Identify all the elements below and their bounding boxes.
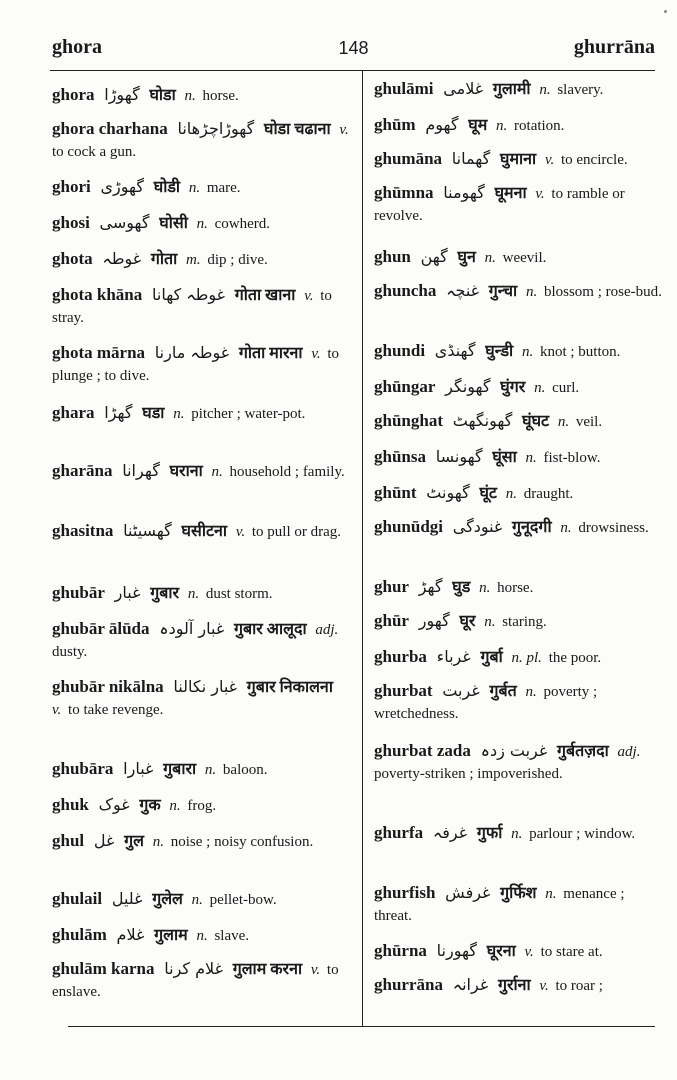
headword: ghūnt	[374, 483, 417, 502]
urdu-term: گھڑا	[104, 403, 133, 422]
headword: ghulām karna	[52, 959, 155, 978]
part-of-speech: n.	[204, 762, 217, 778]
hindi-term: गुर्बत	[489, 683, 517, 700]
part-of-speech: v.	[544, 152, 555, 168]
headword: ghul	[52, 831, 85, 850]
definition: to cock a gun.	[52, 144, 137, 160]
definition: blossom ; rose-bud.	[543, 284, 662, 300]
headword: ghūrna	[374, 941, 427, 960]
part-of-speech: v.	[310, 962, 321, 978]
part-of-speech: n.	[187, 586, 200, 602]
urdu-term: گھن	[420, 247, 448, 266]
hindi-term: घोसी	[159, 215, 188, 232]
definition: veil.	[575, 414, 603, 430]
urdu-term: غبارا	[123, 759, 154, 778]
hindi-term: घूंघट	[522, 413, 550, 430]
definition: to take revenge.	[68, 702, 164, 718]
hindi-term: गुलाम करना	[232, 961, 303, 978]
part-of-speech: v.	[539, 978, 549, 994]
headword: ghulām	[52, 925, 107, 944]
definition: to stray.	[52, 288, 332, 326]
dictionary-entry	[52, 958, 352, 1003]
headword: ghora charhana	[52, 119, 168, 138]
hindi-term: गुर्बतज़दा	[557, 743, 609, 760]
hindi-term: घूम	[468, 117, 488, 134]
headword: ghota	[52, 249, 93, 268]
dictionary-entry	[52, 924, 352, 947]
headword: ghūm	[374, 115, 416, 134]
urdu-term: غوطہ	[102, 249, 142, 268]
part-of-speech: v.	[235, 524, 246, 540]
definition: noise ; noisy confusion.	[170, 834, 314, 850]
dictionary-entry	[52, 582, 352, 605]
definition: poverty-striken ; impoverished.	[374, 766, 563, 782]
part-of-speech: n.	[539, 82, 551, 98]
hindi-term: घराना	[169, 463, 203, 480]
part-of-speech: n.	[545, 886, 557, 902]
part-of-speech: n.	[191, 892, 203, 908]
part-of-speech: v.	[311, 346, 321, 362]
header-rule	[50, 70, 655, 71]
column-divider	[362, 70, 363, 1026]
dictionary-entry	[374, 340, 666, 363]
part-of-speech: n.	[188, 180, 201, 196]
headword: ghara	[52, 403, 95, 422]
headword: ghuncha	[374, 281, 437, 300]
hindi-term: घोडा	[149, 87, 176, 104]
urdu-term: غبار	[114, 583, 141, 602]
dictionary-entry	[52, 888, 352, 911]
part-of-speech: n. pl.	[511, 650, 542, 666]
headword: ghurbat zada	[374, 741, 471, 760]
urdu-term: غلیل	[111, 889, 143, 908]
dictionary-entry	[374, 740, 666, 785]
hindi-term: गुन्चा	[488, 283, 518, 300]
definition: to encircle.	[560, 152, 628, 168]
definition: dust storm.	[205, 586, 273, 602]
hindi-term: गुबारा	[163, 761, 197, 778]
definition: drowsiness.	[578, 520, 649, 536]
part-of-speech: n.	[484, 250, 496, 266]
definition: rotation.	[514, 118, 565, 134]
urdu-term: غبار نکالنا	[173, 677, 238, 696]
urdu-term: گھومنا	[443, 183, 485, 202]
urdu-term: غوطہ کھانا	[151, 285, 226, 304]
part-of-speech: m.	[186, 252, 201, 268]
definition: fist-blow.	[543, 450, 601, 466]
definition: to ramble or revolve.	[374, 186, 625, 224]
definition: to plunge ; to dive.	[52, 346, 340, 384]
urdu-term: غنچہ	[446, 281, 480, 300]
headword: ghumāna	[374, 149, 443, 168]
urdu-term: غربت	[442, 681, 480, 700]
headword: ghubār	[52, 583, 105, 602]
headword: ghurba	[374, 647, 427, 666]
urdu-term: گھوسی	[99, 213, 150, 232]
headword: ghur	[374, 577, 409, 596]
hindi-term: गुनूदगी	[512, 519, 552, 536]
dictionary-entry	[374, 940, 666, 963]
definition: to stare at.	[540, 944, 603, 960]
dictionary-entry	[52, 676, 352, 721]
definition: horse.	[202, 88, 239, 104]
hindi-term: घुंगर	[500, 379, 526, 396]
dictionary-entry	[52, 342, 352, 387]
dictionary-entry	[374, 246, 666, 269]
part-of-speech: n.	[173, 406, 185, 422]
urdu-term: گھونگھٹ	[452, 411, 513, 430]
definition: household ; family.	[229, 464, 345, 480]
part-of-speech: n.	[184, 88, 196, 104]
part-of-speech: v.	[339, 122, 349, 138]
headword: ghūnsa	[374, 447, 426, 466]
hindi-term: घूमना	[494, 185, 527, 202]
hindi-term: घुन्डी	[485, 343, 514, 360]
page-number: 148	[338, 38, 369, 58]
part-of-speech: n.	[534, 380, 546, 396]
definition: mare.	[206, 180, 241, 196]
headword: ghori	[52, 177, 91, 196]
headword: gharāna	[52, 461, 113, 480]
headword: ghasitna	[52, 521, 114, 540]
headword: ghunūdgi	[374, 517, 443, 536]
headword: ghūnghat	[374, 411, 443, 430]
hindi-term: गुलेल	[152, 891, 183, 908]
hindi-term: घूर	[459, 613, 476, 630]
headword: ghurfa	[374, 823, 424, 842]
dictionary-entry	[374, 974, 666, 997]
definition: menance ; threat.	[374, 886, 625, 924]
headword: ghulail	[52, 889, 103, 908]
urdu-term: گھورنا	[436, 941, 477, 960]
urdu-term: غرباء	[436, 647, 471, 666]
urdu-term: گھسیٹنا	[123, 521, 172, 540]
urdu-term: گھوڑا	[104, 85, 140, 104]
urdu-term: غربت زدہ	[480, 741, 548, 760]
urdu-term: گھوڑاچڑھانا	[177, 119, 255, 138]
headword: ghubār ālūda	[52, 619, 150, 638]
definition: to pull or drag.	[251, 524, 342, 540]
definition: poverty ; wretchedness.	[374, 684, 598, 722]
dictionary-entry	[374, 410, 666, 433]
definition: to roar ;	[555, 978, 603, 994]
hindi-term: घुन	[457, 249, 476, 266]
definition: pitcher ; water-pot.	[191, 406, 306, 422]
hindi-term: घुमाना	[499, 151, 537, 168]
urdu-term: گھنڈی	[434, 341, 476, 360]
urdu-term: غلامی	[443, 79, 484, 98]
dictionary-entry	[52, 176, 352, 199]
dictionary-entry	[52, 212, 352, 235]
part-of-speech: n.	[560, 520, 572, 536]
definition: horse.	[497, 580, 534, 596]
part-of-speech: n.	[496, 118, 508, 134]
dictionary-entry	[374, 882, 666, 927]
dictionary-entry	[374, 516, 666, 539]
hindi-term: घोडा चढाना	[264, 121, 331, 138]
hindi-term: गुक	[139, 797, 161, 814]
definition: slave.	[214, 928, 250, 944]
urdu-term: غرانہ	[452, 975, 489, 994]
urdu-term: غلام کرنا	[164, 959, 223, 978]
headword: ghun	[374, 247, 411, 266]
hindi-term: गोता मारना	[238, 345, 303, 362]
definition: dusty.	[52, 644, 88, 660]
headword: ghurbat	[374, 681, 433, 700]
urdu-term: غوک	[98, 795, 130, 814]
urdu-term: غل	[93, 831, 115, 850]
part-of-speech: n.	[525, 684, 537, 700]
definition: baloon.	[222, 762, 268, 778]
dictionary-entry	[52, 118, 352, 163]
part-of-speech: adj.	[617, 744, 641, 760]
hindi-term: घोडी	[153, 179, 181, 196]
dictionary-entry	[374, 680, 666, 725]
urdu-term: گھونٹ	[426, 483, 470, 502]
hindi-term: घूंट	[479, 485, 497, 502]
headword: ghota khāna	[52, 285, 143, 304]
dictionary-entry	[52, 830, 352, 853]
part-of-speech: n.	[521, 344, 534, 360]
urdu-term: غرفہ	[432, 823, 468, 842]
definition: cowherd.	[214, 216, 271, 232]
headword: ghurfish	[374, 883, 436, 902]
part-of-speech: n.	[525, 284, 538, 300]
urdu-term: گھونگر	[445, 377, 491, 396]
hindi-term: घसीटना	[181, 523, 228, 540]
urdu-term: گھونسا	[435, 447, 483, 466]
hindi-term: गुर्फा	[476, 825, 503, 842]
footer-rule	[68, 1026, 655, 1027]
definition: the poor.	[548, 650, 602, 666]
definition: pellet-bow.	[209, 892, 277, 908]
definition: staring.	[502, 614, 547, 630]
hindi-term: गोता खाना	[234, 287, 296, 304]
headword: ghosi	[52, 213, 90, 232]
hindi-term: गुबार निकालना	[246, 679, 333, 696]
headword: ghundi	[374, 341, 426, 360]
dictionary-entry	[52, 618, 352, 663]
hindi-term: गुर्फिश	[500, 885, 537, 902]
headword: ghulāmi	[374, 79, 434, 98]
part-of-speech: n.	[511, 826, 523, 842]
part-of-speech: n.	[505, 486, 517, 502]
dictionary-entry	[52, 520, 352, 543]
urdu-term: گھمانا	[451, 149, 491, 168]
hindi-term: घूंसा	[492, 449, 517, 466]
part-of-speech: n.	[525, 450, 537, 466]
dictionary-entry	[52, 794, 352, 817]
part-of-speech: n.	[169, 798, 181, 814]
dictionary-entry	[374, 280, 666, 303]
hindi-term: गुबार	[150, 585, 180, 602]
headword: ghora	[52, 85, 95, 104]
part-of-speech: n.	[211, 464, 223, 480]
hindi-term: घुड	[452, 579, 471, 596]
urdu-term: غرفش	[445, 883, 491, 902]
urdu-term: گھور	[418, 611, 450, 630]
definition: slavery.	[557, 82, 604, 98]
hindi-term: गुलामी	[492, 81, 531, 98]
definition: frog.	[187, 798, 217, 814]
headword: ghubār nikālna	[52, 677, 164, 696]
hindi-term: गोता	[150, 251, 178, 268]
dictionary-entry	[374, 114, 666, 137]
urdu-term: غنودگی	[452, 517, 503, 536]
headword: ghūngar	[374, 377, 436, 396]
definition: knot ; button.	[539, 344, 621, 360]
urdu-term: گھڑ	[418, 577, 443, 596]
part-of-speech: adj.	[315, 622, 339, 638]
definition: curl.	[552, 380, 580, 396]
headword: ghota mārna	[52, 343, 146, 362]
dictionary-entry	[52, 248, 352, 271]
definition: weevil.	[502, 250, 547, 266]
definition: parlour ; window.	[529, 826, 636, 842]
urdu-term: غلام	[116, 925, 145, 944]
corner-speck	[664, 10, 667, 13]
dictionary-entry	[52, 284, 352, 329]
page-header	[52, 36, 655, 66]
urdu-term: غوطہ مارنا	[154, 343, 230, 362]
part-of-speech: v.	[535, 186, 545, 202]
hindi-term: गुर्राना	[497, 977, 531, 994]
definition: to enslave.	[52, 962, 339, 1000]
definition: dip ; dive.	[207, 252, 268, 268]
dictionary-entry	[374, 78, 666, 101]
definition: draught.	[523, 486, 574, 502]
part-of-speech: n.	[152, 834, 164, 850]
urdu-term: گھرانا	[122, 461, 160, 480]
hindi-term: घडा	[142, 405, 165, 422]
urdu-term: گھوڑی	[100, 177, 144, 196]
part-of-speech: v.	[52, 702, 62, 718]
dictionary-entry	[52, 460, 352, 483]
headword: ghūmna	[374, 183, 434, 202]
guide-word-right: ghurrāna	[573, 36, 655, 58]
part-of-speech: n.	[196, 928, 208, 944]
part-of-speech: n.	[557, 414, 570, 430]
part-of-speech: n.	[484, 614, 496, 630]
headword: ghūr	[374, 611, 409, 630]
dictionary-entry	[52, 758, 352, 781]
dictionary-entry	[52, 84, 352, 107]
hindi-term: गुर्बा	[480, 649, 503, 666]
part-of-speech: v.	[524, 944, 534, 960]
headword: ghubāra	[52, 759, 114, 778]
dictionary-entry	[374, 822, 666, 845]
dictionary-entry	[374, 182, 666, 227]
dictionary-entry	[374, 576, 666, 599]
dictionary-entry	[374, 482, 666, 505]
urdu-term: غبار آلودہ	[159, 619, 225, 638]
dictionary-entry	[52, 402, 352, 425]
part-of-speech: v.	[304, 288, 314, 304]
hindi-term: गुलाम	[154, 927, 188, 944]
hindi-term: घूरना	[486, 943, 516, 960]
guide-word-left: ghora	[52, 36, 102, 58]
dictionary-entry	[374, 646, 666, 669]
headword: ghurrāna	[374, 975, 443, 994]
part-of-speech: n.	[479, 580, 491, 596]
headword: ghuk	[52, 795, 89, 814]
dictionary-entry	[374, 610, 666, 633]
dictionary-entry	[374, 376, 666, 399]
hindi-term: गुबार आलूदा	[233, 621, 307, 638]
dictionary-entry	[374, 148, 666, 171]
urdu-term: گھوم	[425, 115, 459, 134]
hindi-term: गुल	[124, 833, 144, 850]
part-of-speech: n.	[196, 216, 208, 232]
dictionary-entry	[374, 446, 666, 469]
